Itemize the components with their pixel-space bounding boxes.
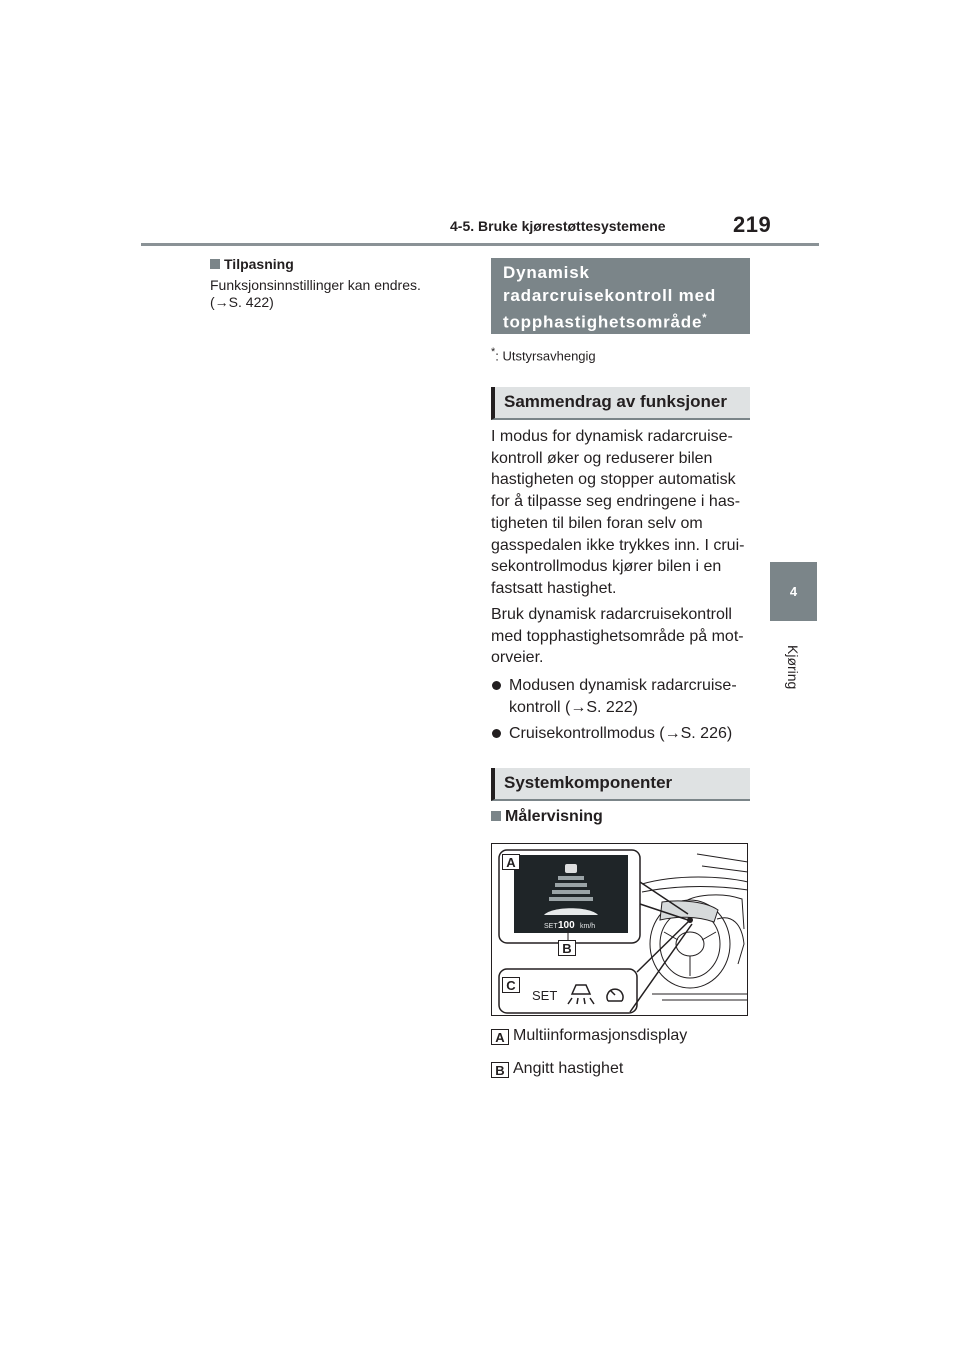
footnote: *: Utstyrsavhengig [491,346,596,364]
section-components-title: Systemkomponenter [491,768,750,801]
chapter-tab[interactable] [770,562,817,621]
banner-line: radarcruisekontroll med [503,286,717,305]
list-item[interactable]: Modusen dynamisk radarcruise- kontroll (→S. 222) [491,675,753,718]
left-text: Funksjonsinnstillinger kan endres. (→S. 422) [210,277,421,310]
header-rule [141,243,819,246]
legend-item [491,1060,623,1078]
legend-key: B [491,1062,509,1078]
left-heading: Tilpasning [210,256,294,272]
legend-text: Angitt hastighet [513,1060,624,1077]
chapter-label: Kjøring [785,645,801,690]
display-unit: km/h [580,923,596,930]
paragraph-summary: I modus for dynamisk radarcruise- kontroll øker og reduserer bilen hastigheten og stopper automatisk for å tilpasse seg endringene i has- tigheten til bilen foran selv om gasspedalen ikke trykkes inn. I crui- sekontrollmodus kjører bilen i en fastsatt hastighet. [491,428,745,597]
banner-line: topphastighetsområde* [503,312,708,332]
subheading: Målervisning [491,808,603,826]
legend-text: Multiinformasjonsdisplay [513,1027,688,1044]
page-reference-link[interactable]: (→S. 422) [210,294,274,310]
figure-label-b: B [558,940,576,956]
banner-line: Dynamisk [503,263,590,282]
gauge-figure [491,843,748,1016]
figure-label-a: A [502,854,520,870]
figure-drawing [492,844,749,1017]
section-summary-title: Sammendrag av funksjoner [491,387,750,420]
legend-key: A [491,1029,509,1045]
paragraph-usage: Bruk dynamisk radarcruisekontroll med topphastighetsområde på mot- orveier. [491,606,744,667]
square-bullet-icon [210,259,220,269]
indicator-set: SET [532,988,558,1003]
square-bullet-icon [491,811,501,821]
chapter-number: 4 [789,584,798,599]
display-set: SET [544,923,558,930]
page-number: 219 [733,212,772,237]
car-ahead-icon [565,864,577,873]
feature-banner [491,258,750,334]
figure-label-c: C [502,977,520,993]
legend-item [491,1027,687,1045]
list-item[interactable]: Cruisekontrollmodus (→S. 226) [491,723,753,745]
display-speed: 100 [558,920,575,931]
section-title: 4-5. Bruke kjørestøttesystemene [450,218,666,234]
